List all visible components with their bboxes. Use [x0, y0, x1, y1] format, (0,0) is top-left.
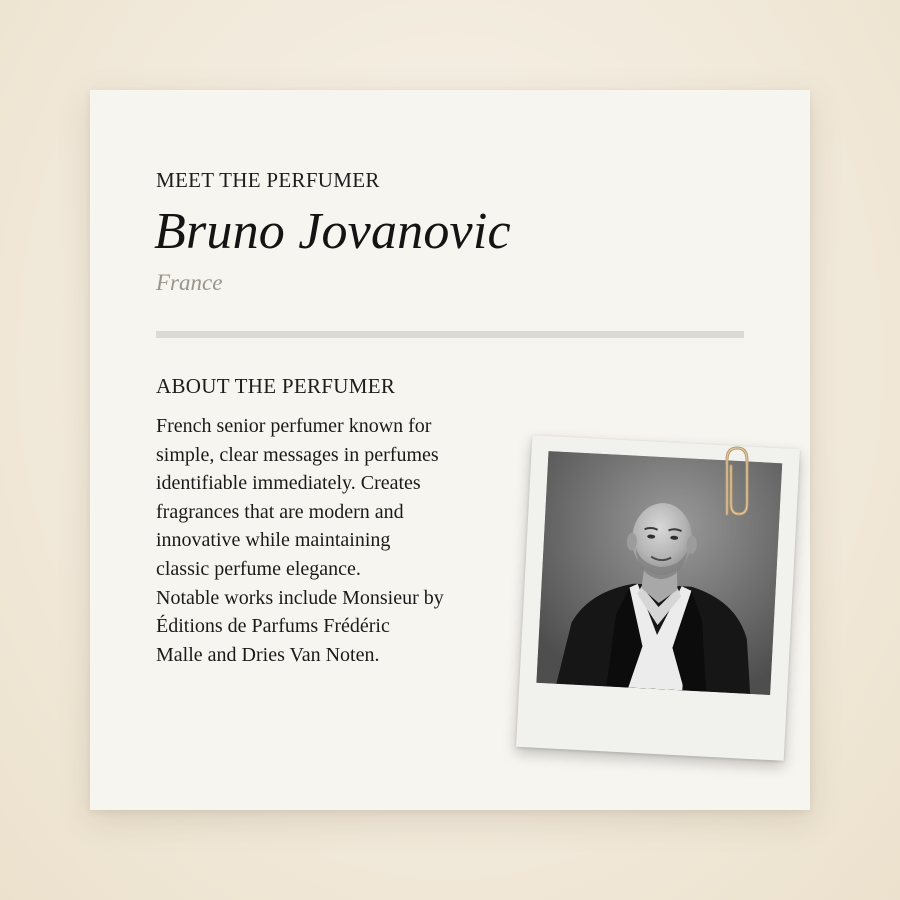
about-line: identifiable immediately. Creates	[156, 472, 421, 495]
about-line: French senior perfumer known for	[156, 415, 432, 437]
paperclip-icon	[718, 444, 752, 520]
about-line: innovative while maintaining	[156, 529, 391, 552]
about-line: simple, clear messages in perfumes	[156, 443, 439, 466]
about-heading: ABOUT THE PERFUMER	[156, 374, 396, 398]
about-text	[156, 412, 506, 669]
section-eyebrow: MEET THE PERFUMER	[156, 168, 380, 192]
about-line: classic perfume elegance.	[156, 557, 361, 580]
divider	[156, 331, 744, 338]
perfumer-country: France	[156, 270, 223, 295]
about-line: Malle and Dries Van Noten.	[156, 643, 380, 666]
about-line: Éditions de Parfums Frédéric	[156, 615, 390, 638]
about-line: fragrances that are modern and	[156, 500, 404, 523]
about-line: Notable works include Monsieur by	[156, 586, 444, 609]
perfumer-name: Bruno Jovanovic	[154, 203, 511, 260]
polaroid-frame	[516, 435, 800, 761]
